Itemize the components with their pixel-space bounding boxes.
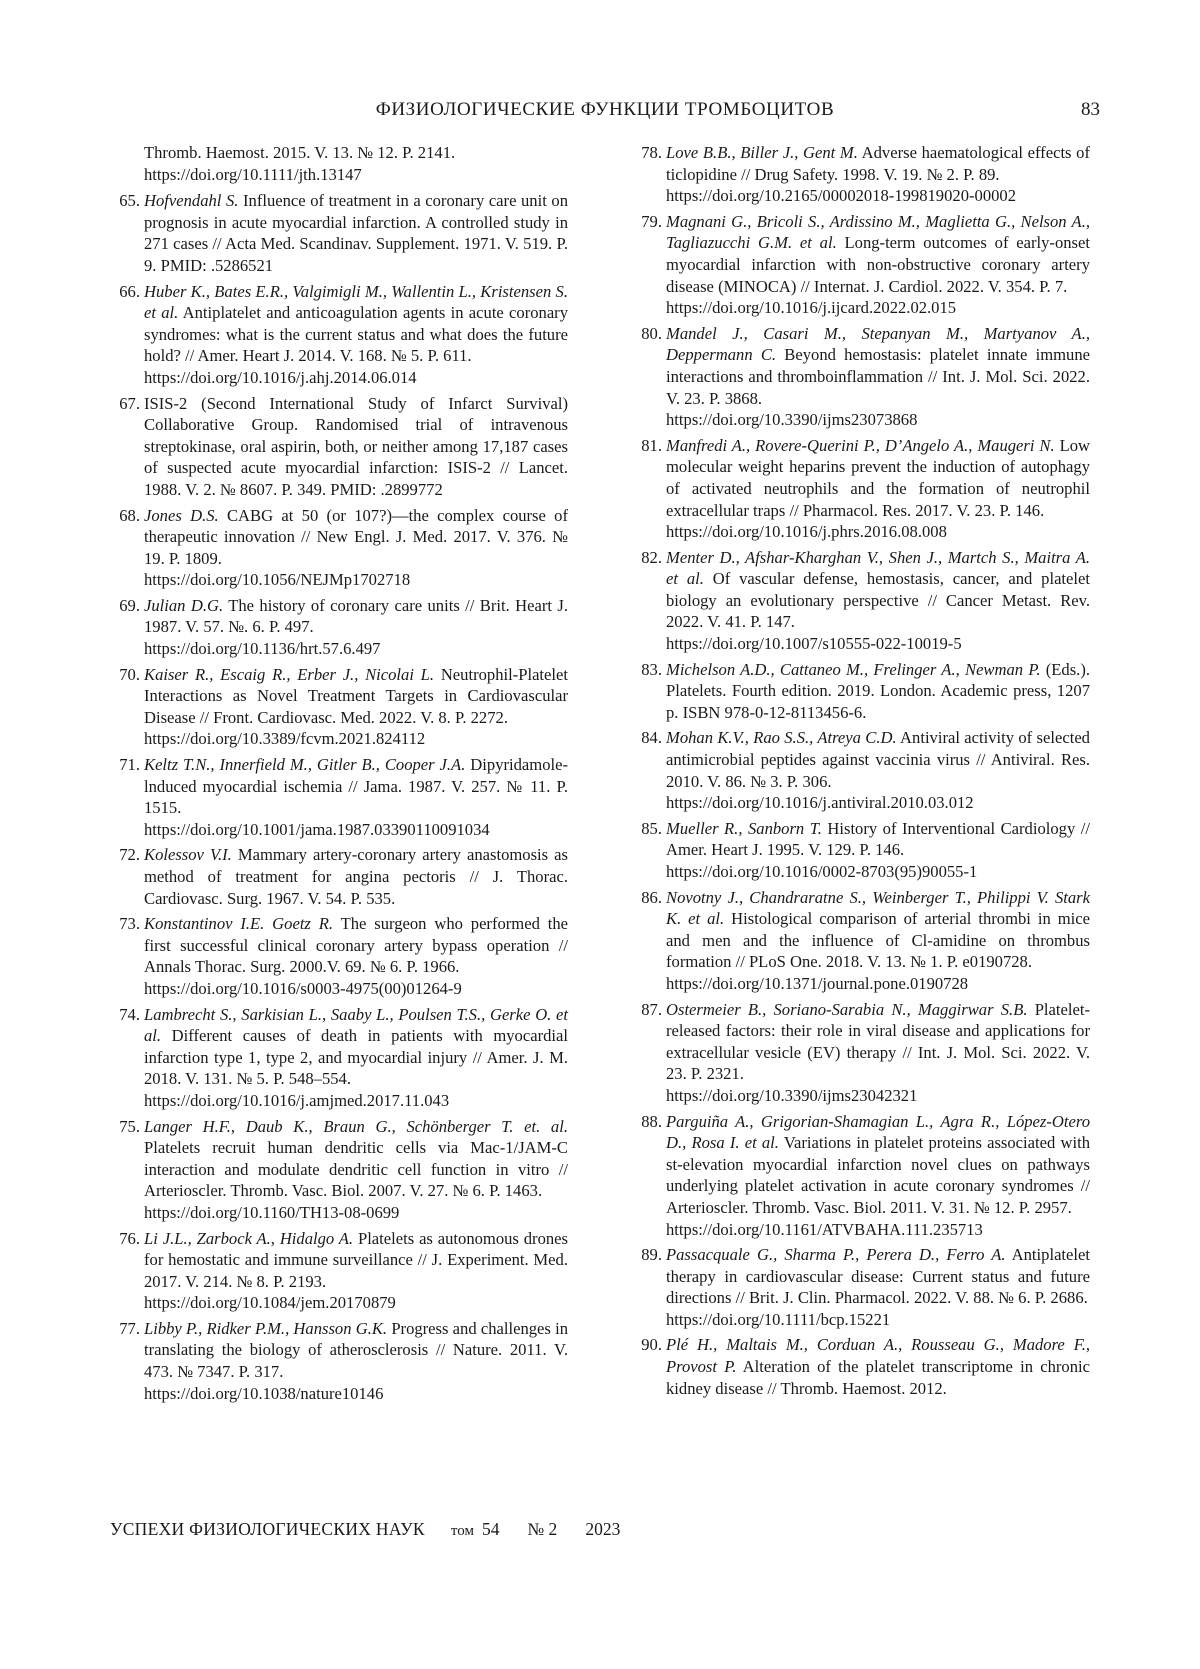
reference-continuation <box>110 142 568 185</box>
reference-authors: Huber K., Bates E.R., Valgimigli M., Wallentin L., Kristensen S. et al. <box>144 282 568 323</box>
page-header <box>110 96 1100 124</box>
reference-number: 87. <box>632 999 662 1021</box>
reference-authors: Novotny J., Chandraratne S., Weinberger T., Philippi V. Stark K. et al. <box>666 888 1090 929</box>
reference-doi-link[interactable]: https://doi.org/10.3390/ijms23073868 <box>666 409 1090 431</box>
reference-text: Long-term outcomes of early-onset myocardial infarction with non-obstructive coronary artery disease (MINOCA) // Internat. J. Cardiol. 2022. V. 354. P. 7. <box>666 233 1090 295</box>
reference-entry <box>632 1111 1090 1241</box>
reference-entry <box>632 323 1090 431</box>
reference-text: (Eds.). Platelets. Fourth edition. 2019. London. Academic press, 1207 p. ISBN 978-0-12-8113456-6. <box>666 660 1090 722</box>
reference-entry <box>632 887 1090 995</box>
reference-entry <box>110 595 568 660</box>
reference-number: 69. <box>110 595 140 617</box>
reference-doi-link[interactable]: https://doi.org/10.1161/ATVBAHA.111.235713 <box>666 1219 1090 1241</box>
reference-text: Mammary artery-coronary artery anastomosis as method of treatment for angina pectoris // J. Thorac. Cardiovasc. Surg. 1967. V. 54. P. 535. <box>144 845 568 907</box>
reference-number: 77. <box>110 1318 140 1340</box>
reference-text: Platelets recruit human dendritic cells via Mac-1/JAM-C interaction and modulate dendritic cell function in vitro // Arterioscler. Thromb. Vasc. Biol. 2007. V. 27. № 6. P. 1463. <box>144 1138 568 1200</box>
reference-number: 79. <box>632 211 662 233</box>
reference-number: 81. <box>632 435 662 457</box>
journal-name: УСПЕХИ ФИЗИОЛОГИЧЕСКИХ НАУК <box>110 1516 425 1542</box>
page-footer <box>110 1516 620 1544</box>
issue-number: № 2 <box>527 1516 557 1542</box>
reference-number: 88. <box>632 1111 662 1133</box>
reference-doi-link[interactable]: https://doi.org/10.1111/jth.13147 <box>144 164 568 186</box>
reference-entry <box>110 664 568 750</box>
reference-doi-link[interactable]: https://doi.org/10.1136/hrt.57.6.497 <box>144 638 568 660</box>
reference-authors: Konstantinov I.E. Goetz R. <box>144 914 333 933</box>
page-number: 83 <box>1081 96 1100 124</box>
reference-text: Progress and challenges in translating the biology of atherosclerosis // Nature. 2011. V. 473. № 7347. P. 317. <box>144 1319 568 1381</box>
reference-doi-link[interactable]: https://doi.org/10.1056/NEJMp1702718 <box>144 569 568 591</box>
reference-entry <box>110 1116 568 1224</box>
reference-authors: Manfredi A., Rovere-Querini P., D’Angelo A., Maugeri N. <box>666 436 1055 455</box>
reference-authors: Menter D., Afshar-Kharghan V., Shen J., Martch S., Maitra A. et al. <box>666 548 1090 589</box>
reference-number: 82. <box>632 547 662 569</box>
reference-text: Dipyridamole-lnduced myocardial ischemia // Jama. 1987. V. 257. № 11. P. 1515. <box>144 755 568 817</box>
reference-entry <box>110 844 568 909</box>
reference-authors: Plé H., Maltais M., Corduan A., Rousseau G., Madore F., Provost P. <box>666 1335 1090 1376</box>
reference-entry <box>110 190 568 276</box>
reference-text: Of vascular defense, hemostasis, cancer, and platelet biology an evolutionary perspective // Cancer Metast. Rev. 2022. V. 41. P. 147. <box>666 569 1090 631</box>
volume-number: 54 <box>482 1516 500 1542</box>
reference-number: 83. <box>632 659 662 681</box>
reference-text: Antiviral activity of selected antimicrobial peptides against vaccinia virus // Antiviral. Res. 2010. V. 86. № 3. P. 306. <box>666 728 1090 790</box>
reference-number: 78. <box>632 142 662 164</box>
reference-authors: Michelson A.D., Cattaneo M., Frelinger A., Newman P. <box>666 660 1040 679</box>
reference-entry <box>632 1244 1090 1330</box>
reference-doi-link[interactable]: https://doi.org/10.1038/nature10146 <box>144 1383 568 1405</box>
reference-authors: Kolessov V.I. <box>144 845 232 864</box>
reference-authors: Mandel J., Casari M., Stepanyan M., Martyanov A., Deppermann C. <box>666 324 1090 365</box>
reference-text: Alteration of the platelet transcriptome in chronic kidney disease // Thromb. Haemost. 2012. <box>666 1357 1090 1398</box>
reference-authors: Keltz T.N., Innerfield M., Gitler B., Cooper J.A. <box>144 755 465 774</box>
volume-label: том <box>451 1518 474 1544</box>
reference-number: 80. <box>632 323 662 345</box>
reference-text: Platelets as autonomous drones for hemostatic and immune surveillance // J. Experiment. Med. 2017. V. 214. № 8. P. 2193. <box>144 1229 568 1291</box>
reference-entry <box>632 1334 1090 1399</box>
reference-text: Adverse haematological effects of ticlopidine // Drug Safety. 1998. V. 19. № 2. P. 89. <box>666 143 1090 184</box>
references-left-column <box>110 142 568 1408</box>
reference-text: CABG at 50 (or 107?)—the complex course of therapeutic innovation // New Engl. J. Med. 2017. V. 376. № 19. P. 1809. <box>144 506 568 568</box>
reference-number: 65. <box>110 190 140 212</box>
reference-doi-link[interactable]: https://doi.org/10.3389/fcvm.2021.824112 <box>144 728 568 750</box>
reference-doi-link[interactable]: https://doi.org/10.1016/j.ijcard.2022.02.015 <box>666 297 1090 319</box>
reference-text: Neutrophil-Platelet Interactions as Novel Treatment Targets in Cardiovascular Disease // Front. Cardiovasc. Med. 2022. V. 8. P. 2272. <box>144 665 568 727</box>
reference-doi-link[interactable]: https://doi.org/10.1016/0002-8703(95)90055-1 <box>666 861 1090 883</box>
reference-doi-link[interactable]: https://doi.org/10.2165/00002018-199819020-00002 <box>666 185 1090 207</box>
reference-entry <box>632 818 1090 883</box>
reference-entry <box>110 1004 568 1112</box>
reference-entry <box>632 142 1090 207</box>
reference-text: ISIS-2 (Second International Study of Infarct Survival) Collaborative Group. Randomised trial of intravenous streptokinase, oral aspirin, both, or neither among 17,187 cases of suspected acute myocardial infarction: ISIS-2 // Lancet. 1988. V. 2. № 8607. P. 349. PMID: .2899772 <box>144 394 568 499</box>
reference-authors: Hofvendahl S. <box>144 191 238 210</box>
reference-doi-link[interactable]: https://doi.org/10.1016/j.amjmed.2017.11.043 <box>144 1090 568 1112</box>
reference-authors: Julian D.G. <box>144 596 223 615</box>
references-right-column <box>632 142 1090 1403</box>
running-title: ФИЗИОЛОГИЧЕСКИЕ ФУНКЦИИ ТРОМБОЦИТОВ <box>110 96 1100 124</box>
reference-text: Influence of treatment in a coronary care unit on prognosis in acute myocardial infarction. A controlled study in 271 cases // Acta Med. Scandinav. Supplement. 1971. V. 519. P. 9. PMID: .5286521 <box>144 191 568 275</box>
reference-authors: Langer H.F., Daub K., Braun G., Schönberger T. et. al. <box>144 1117 568 1136</box>
reference-entry <box>110 393 568 501</box>
reference-number: 75. <box>110 1116 140 1138</box>
reference-doi-link[interactable]: https://doi.org/10.1016/j.ahj.2014.06.014 <box>144 367 568 389</box>
reference-number: 86. <box>632 887 662 909</box>
reference-text: History of Interventional Cardiology // Amer. Heart J. 1995. V. 129. P. 146. <box>666 819 1090 860</box>
reference-authors: Magnani G., Bricoli S., Ardissino M., Maglietta G., Nelson A., Tagliazucchi G.M. et al. <box>666 212 1090 253</box>
reference-number: 74. <box>110 1004 140 1026</box>
reference-number: 67. <box>110 393 140 415</box>
reference-authors: Lambrecht S., Sarkisian L., Saaby L., Poulsen T.S., Gerke O. et al. <box>144 1005 568 1046</box>
reference-authors: Kaiser R., Escaig R., Erber J., Nicolai L. <box>144 665 434 684</box>
reference-number: 76. <box>110 1228 140 1250</box>
reference-entry <box>110 1318 568 1404</box>
reference-entry <box>632 659 1090 724</box>
reference-doi-link[interactable]: https://doi.org/10.1001/jama.1987.03390110091034 <box>144 819 568 841</box>
reference-entry <box>110 281 568 389</box>
reference-authors: Mohan K.V., Rao S.S., Atreya C.D. <box>666 728 897 747</box>
reference-text: Thromb. Haemost. 2015. V. 13. № 12. P. 2141. <box>144 143 455 162</box>
reference-text: Platelet-released factors: their role in viral disease and applications for extracellular vesicle (EV) therapy // Int. J. Mol. Sci. 2022. V. 23. P. 2321. <box>666 1000 1090 1084</box>
reference-doi-link[interactable]: https://doi.org/10.1111/bcp.15221 <box>666 1309 1090 1331</box>
reference-text: The surgeon who performed the first successful clinical coronary artery bypass operation // Annals Thorac. Surg. 2000.V. 69. № 6. P. 1966. <box>144 914 568 976</box>
reference-text: Histological comparison of arterial thrombi in mice and men and the influence of Cl-amidine on thrombus formation // PLoS One. 2018. V. 13. № 1. P. e0190728. <box>666 909 1090 971</box>
reference-text: The history of coronary care units // Brit. Heart J. 1987. V. 57. №. 6. P. 497. <box>144 596 568 637</box>
reference-authors: Love B.B., Biller J., Gent M. <box>666 143 858 162</box>
reference-number: 72. <box>110 844 140 866</box>
reference-number: 68. <box>110 505 140 527</box>
reference-text: Antiplatelet and anticoagulation agents in acute coronary syndromes: what is the current status and what does the future hold? // Amer. Heart J. 2014. V. 168. № 5. P. 611. <box>144 303 568 365</box>
reference-authors: Passacquale G., Sharma P., Perera D., Ferro A. <box>666 1245 1005 1264</box>
reference-entry <box>632 211 1090 319</box>
reference-number: 66. <box>110 281 140 303</box>
reference-entry <box>632 999 1090 1107</box>
reference-number: 90. <box>632 1334 662 1356</box>
reference-authors: Parguiña A., Grigorian-Shamagian L., Agra R., López-Otero D., Rosa I. et al. <box>666 1112 1090 1153</box>
reference-authors: Jones D.S. <box>144 506 219 525</box>
reference-doi-link[interactable]: https://doi.org/10.1084/jem.20170879 <box>144 1292 568 1314</box>
reference-number: 71. <box>110 754 140 776</box>
reference-entry <box>110 913 568 999</box>
reference-authors: Li J.L., Zarbock A., Hidalgo A. <box>144 1229 353 1248</box>
reference-doi-link[interactable]: https://doi.org/10.1160/TH13-08-0699 <box>144 1202 568 1224</box>
reference-text: Beyond hemostasis: platelet innate immune interactions and thromboinflammation // Int. J. Mol. Sci. 2022. V. 23. P. 3868. <box>666 345 1090 407</box>
reference-authors: Mueller R., Sanborn T. <box>666 819 822 838</box>
reference-doi-link[interactable]: https://doi.org/10.1016/s0003-4975(00)01264-9 <box>144 978 568 1000</box>
reference-authors: Libby P., Ridker P.M., Hansson G.K. <box>144 1319 387 1338</box>
reference-entry <box>632 435 1090 543</box>
reference-entry <box>110 754 568 840</box>
reference-number: 73. <box>110 913 140 935</box>
reference-number: 85. <box>632 818 662 840</box>
reference-entry <box>110 505 568 591</box>
reference-doi-link[interactable]: https://doi.org/10.1007/s10555-022-10019-5 <box>666 633 1090 655</box>
reference-text: Low molecular weight heparins prevent the induction of autophagy of activated neutrophils and the formation of neutrophil extracellular traps // Pharmacol. Res. 2017. V. 23. P. 146. <box>666 436 1090 520</box>
reference-text: Variations in platelet proteins associated with st-elevation myocardial infarction novel clues on pathways underlying platelet activation in acute coronary syndromes // Arterioscler. Thromb. Vasc. Biol. 2011. V. 31. № 12. P. 2957. <box>666 1133 1090 1217</box>
reference-number: 70. <box>110 664 140 686</box>
reference-doi-link[interactable]: https://doi.org/10.1016/j.phrs.2016.08.008 <box>666 521 1090 543</box>
reference-entry <box>632 547 1090 655</box>
reference-text: Different causes of death in patients with myocardial infarction type 1, type 2, and myocardial injury // Amer. J. M. 2018. V. 131. № 5. P. 548–554. <box>144 1026 568 1088</box>
reference-number: 89. <box>632 1244 662 1266</box>
reference-doi-link[interactable]: https://doi.org/10.1016/j.antiviral.2010.03.012 <box>666 792 1090 814</box>
reference-number: 84. <box>632 727 662 749</box>
reference-authors: Ostermeier B., Soriano-Sarabia N., Maggirwar S.B. <box>666 1000 1027 1019</box>
reference-entry <box>632 727 1090 813</box>
reference-text: Antiplatelet therapy in cardiovascular disease: Current status and future directions // Brit. J. Clin. Pharmacol. 2022. V. 88. № 6. P. 2686. <box>666 1245 1090 1307</box>
reference-doi-link[interactable]: https://doi.org/10.3390/ijms23042321 <box>666 1085 1090 1107</box>
reference-entry <box>110 1228 568 1314</box>
publication-year: 2023 <box>585 1516 620 1542</box>
reference-doi-link[interactable]: https://doi.org/10.1371/journal.pone.0190728 <box>666 973 1090 995</box>
